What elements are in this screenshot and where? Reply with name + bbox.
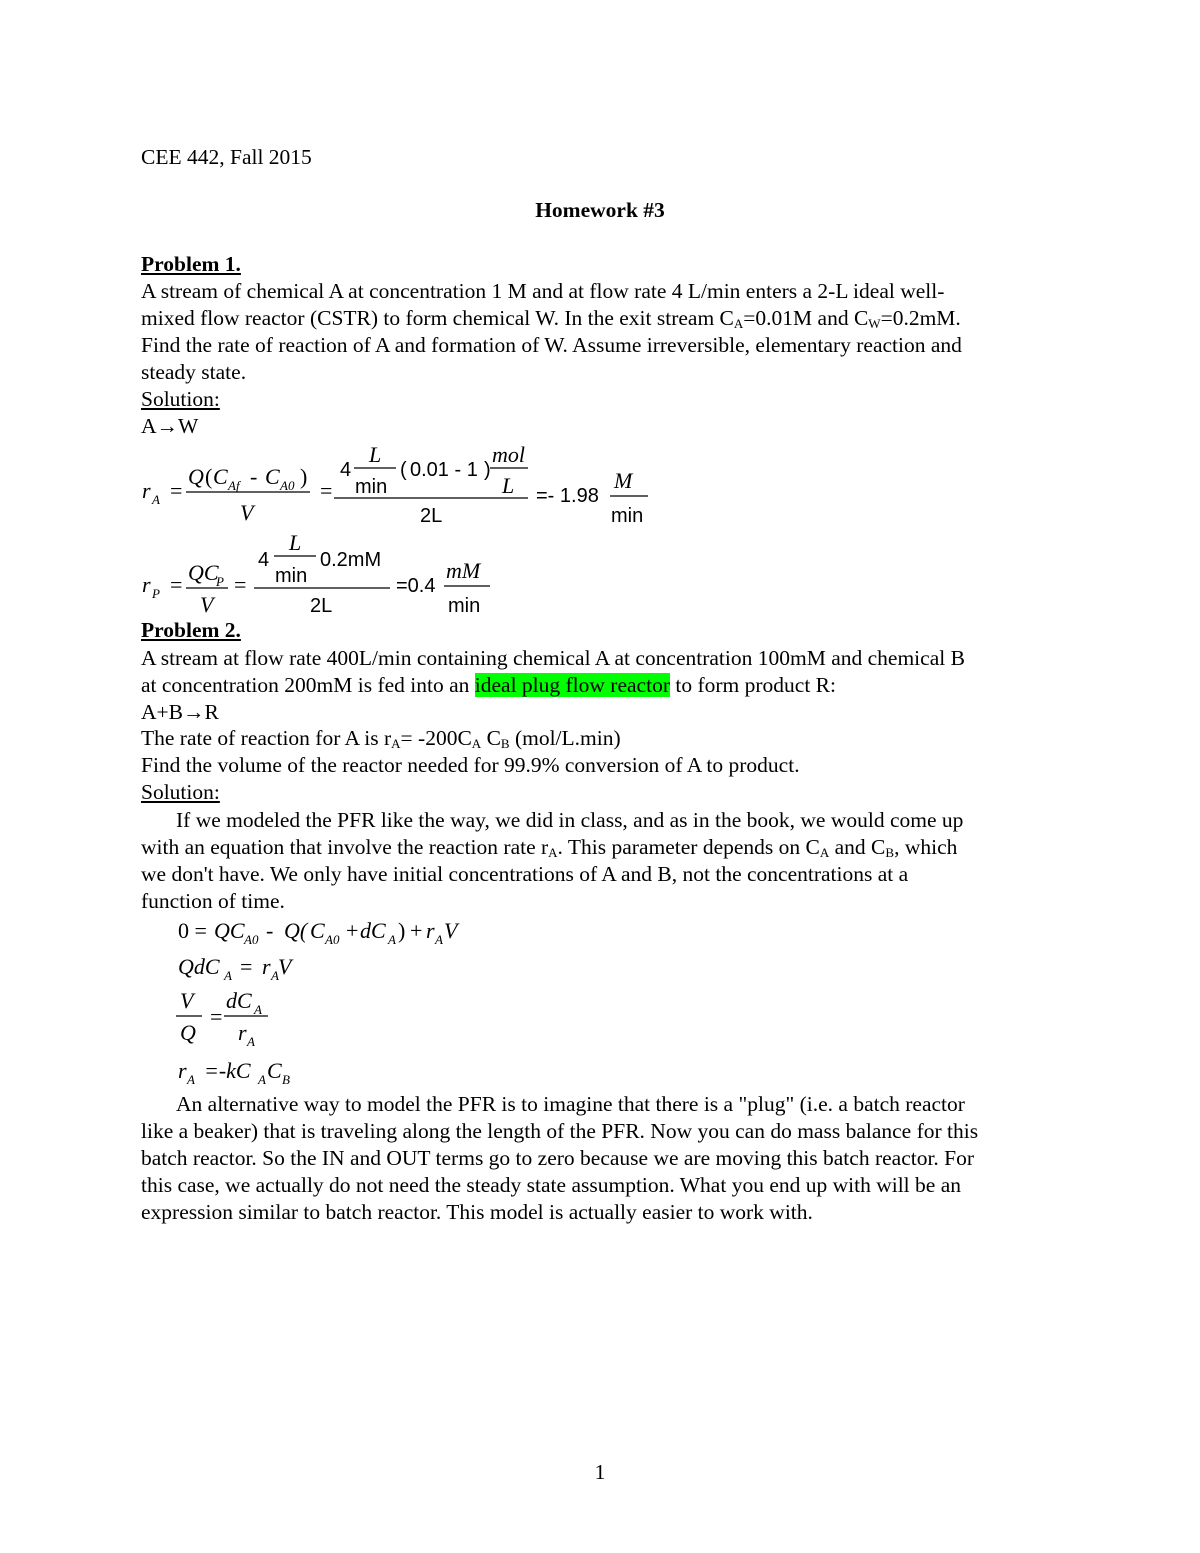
svg-text:dC: dC	[360, 918, 386, 943]
svg-text:Q(: Q(	[284, 918, 308, 943]
svg-text:V: V	[278, 954, 292, 979]
svg-text:): )	[484, 459, 491, 481]
problem-1-text-line: A stream of chemical A at concentration 1 M and at flow rate 4 L/min enters a 2-L ideal well-	[141, 279, 945, 303]
solution-paragraph-line: this case, we actually do not need the steady state assumption. What you end up with will be an	[141, 1173, 961, 1197]
svg-text:A: A	[388, 932, 396, 947]
svg-text:): )	[398, 918, 406, 943]
svg-text:C: C	[267, 1058, 282, 1083]
svg-text:L: L	[502, 473, 515, 498]
mass-balance-equations	[174, 914, 494, 1090]
problem-1-heading: Problem 1.	[141, 252, 241, 276]
svg-text:V: V	[180, 988, 194, 1013]
svg-text:A0: A0	[280, 478, 295, 493]
svg-text:r: r	[262, 954, 271, 979]
svg-text:A: A	[152, 492, 160, 507]
rate-p-equation	[140, 530, 540, 620]
problem-1-text-line: steady state.	[141, 360, 247, 384]
svg-text:M: M	[614, 468, 633, 493]
svg-text:=: =	[234, 572, 247, 597]
svg-text:0 =: 0 =	[178, 918, 207, 943]
svg-text:Q: Q	[180, 1020, 196, 1045]
svg-text:=: =	[170, 478, 183, 503]
svg-text:C: C	[310, 918, 325, 943]
svg-text:A: A	[258, 1072, 266, 1087]
problem-2-text-line: A stream at flow rate 400L/min containing chemical A at concentration 100mM and chemical B	[141, 646, 965, 670]
svg-text:r: r	[142, 572, 151, 597]
problem-2-text-line: at concentration 200mM is fed into an ideal plug flow reactor to form product R:	[141, 673, 836, 697]
svg-text:r: r	[142, 478, 151, 503]
svg-text:2L: 2L	[420, 505, 443, 527]
rate-law-line: The rate of reaction for A is $r_A= -200C_A$ $C_B$ (mol/L.min)	[141, 726, 621, 751]
svg-text:-: -	[250, 464, 258, 489]
svg-text:B: B	[282, 1072, 290, 1087]
svg-text:mol: mol	[492, 442, 525, 467]
svg-text:r: r	[426, 918, 435, 943]
svg-text:C: C	[213, 464, 228, 489]
svg-text:=: =	[320, 478, 333, 503]
svg-text:min: min	[355, 476, 388, 498]
svg-text:QC: QC	[214, 918, 245, 943]
svg-text:dC: dC	[226, 988, 252, 1013]
svg-text:=-kC: =-kC	[204, 1058, 251, 1083]
solution-label: Solution:	[141, 387, 220, 411]
svg-text:L: L	[369, 442, 382, 467]
svg-text:r: r	[178, 1058, 187, 1083]
svg-text:4: 4	[258, 549, 270, 571]
svg-text:V: V	[444, 918, 458, 943]
svg-text:A0: A0	[244, 932, 259, 947]
page-title: Homework #3	[535, 198, 665, 222]
svg-text:P: P	[152, 586, 160, 601]
svg-text:=0.4: =0.4	[396, 575, 436, 597]
svg-text:A: A	[224, 968, 232, 983]
svg-text:0.01 - 1: 0.01 - 1	[410, 459, 478, 481]
svg-text:V: V	[240, 500, 254, 525]
reaction-equation: A+B→R	[141, 700, 219, 724]
problem-1-text-line: mixed flow reactor (CSTR) to form chemical W. In the exit stream $C_A=0.01M$ and $C_W=0.2mM$.	[141, 306, 961, 331]
svg-text:Af: Af	[228, 478, 240, 493]
svg-text:r: r	[238, 1020, 247, 1045]
svg-text:(: (	[205, 464, 213, 489]
svg-text:A: A	[271, 968, 279, 983]
problem-2-text-line: Find the volume of the reactor needed for 99.9% conversion of A to product.	[141, 753, 800, 777]
solution-label: Solution:	[141, 780, 220, 804]
svg-text:L: L	[289, 530, 302, 555]
svg-text:min: min	[611, 505, 644, 527]
svg-text:=- 1.98: =- 1.98	[536, 485, 599, 507]
solution-paragraph-line: with an equation that involve the reaction rate $r_A$. This parameter depends on $C_A$ and $C_B$, which	[141, 835, 958, 860]
svg-text:): )	[300, 464, 308, 489]
svg-text:A: A	[247, 1034, 255, 1049]
course-header: CEE 442, Fall 2015	[141, 145, 312, 169]
problem-2-heading: Problem 2.	[141, 618, 241, 642]
solution-paragraph-line: batch reactor. So the IN and OUT terms go to zero because we are moving this batch reactor. For	[141, 1146, 975, 1170]
svg-text:C: C	[265, 464, 280, 489]
svg-text:=: =	[240, 954, 253, 979]
svg-text:(: (	[400, 459, 407, 481]
solution-paragraph-line: function of time.	[141, 889, 285, 913]
problem-1-text-line: Find the rate of reaction of A and formation of W. Assume irreversible, elementary reaction and	[141, 333, 962, 357]
svg-text:+: +	[346, 918, 359, 943]
svg-text:0.2mM: 0.2mM	[320, 549, 382, 571]
svg-text:A: A	[187, 1072, 195, 1087]
rate-a-equation	[140, 440, 680, 532]
svg-text:4: 4	[340, 459, 352, 481]
solution-paragraph-line: An alternative way to model the PFR is to imagine that there is a "plug" (i.e. a batch reactor	[176, 1092, 965, 1116]
svg-text:=: =	[170, 572, 183, 597]
svg-text:min: min	[275, 565, 308, 587]
page-number: 1	[594, 1460, 606, 1484]
solution-paragraph-line: expression similar to batch reactor. This model is actually easier to work with.	[141, 1200, 813, 1224]
svg-text:+: +	[410, 918, 423, 943]
svg-text:QdC: QdC	[178, 954, 220, 979]
reaction-equation: A→W	[141, 414, 199, 438]
svg-text:A0: A0	[325, 932, 340, 947]
highlighted-text: ideal plug flow reactor	[474, 673, 670, 697]
svg-text:A: A	[254, 1002, 262, 1017]
svg-text:QC: QC	[188, 560, 219, 585]
svg-text:-: -	[266, 918, 274, 943]
svg-text:mM: mM	[446, 558, 481, 583]
svg-text:Q: Q	[188, 464, 204, 489]
svg-text:2L: 2L	[310, 595, 333, 617]
svg-text:V: V	[200, 592, 214, 617]
solution-paragraph-line: we don't have. We only have initial concentrations of A and B, not the concentrations at a	[141, 862, 909, 886]
svg-text:=: =	[210, 1004, 223, 1029]
svg-text:min: min	[448, 595, 481, 617]
solution-paragraph-line: like a beaker) that is traveling along the length of the PFR. Now you can do mass balance for this	[141, 1119, 979, 1143]
solution-paragraph-line: If we modeled the PFR like the way, we did in class, and as in the book, we would come up	[176, 808, 964, 832]
svg-text:A: A	[435, 932, 443, 947]
svg-text:P: P	[216, 574, 224, 589]
